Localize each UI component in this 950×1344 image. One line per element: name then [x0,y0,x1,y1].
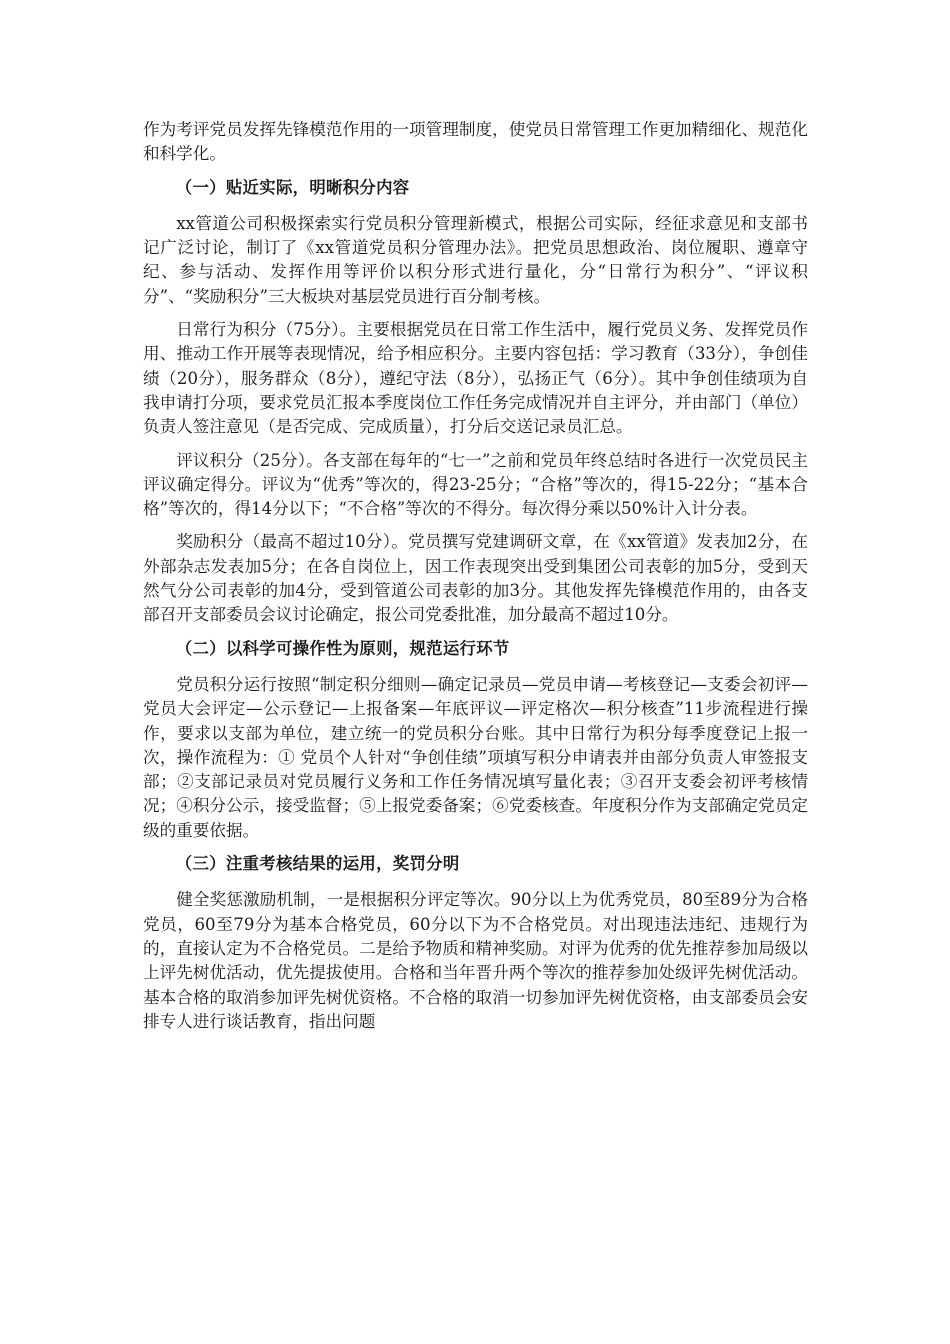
paragraph-intro-continuation: 作为考评党员发挥先锋模范作用的一项管理制度，使党员日常管理工作更加精细化、规范化和科学化。 [143,120,808,164]
paragraph-operation-process: 党员积分运行按照“制定积分细则—确定记录员—党员申请—考核登记—支委会初评—党员大会评定—公示登记—上报备案—年底评议—评定格次—积分核查”11步流程进行操作，要求以支部为单位，建立统一的党员积分台账。其中日常行为积分每季度登记上报一次，操作流程为：① 党员个人针对“争创佳绩”项填写积分申请表并由部分负责人审签报支部；②支部记录员对党员履行义务和工作任务情况填写量化表；③召开支委会初评考核情况；④积分公示，接受监督；⑤上报党委备案；⑥党委核查。年度积分作为支部确定党员定级的重要依据。 [143,674,808,840]
paragraph-reward-punishment: 健全奖惩激励机制，一是根据积分评定等次。90分以上为优秀党员，80至89分为合格党员，60至79分为基本合格党员，60分以下为不合格党员。对出现违法违纪、违规行为的，直接认定为不合格党员。二是给予物质和精神奖励。对评为优秀的优先推荐参加局级以上评先树优活动，优先提拔使用。合格和当年晋升两个等次的推荐参加处级评先树优活动。基本合格的取消参加评先树优资格。不合格的取消一切参加评先树优资格，由支部委员会安排专人进行谈话教育，指出问题 [143,890,808,1031]
section-heading-2: （二）以科学可操作性为原则，规范运行环节 [175,638,510,658]
paragraph-points-system-overview: xx管道公司积极探索实行党员积分管理新模式，根据公司实际，经征求意见和支部书记广泛讨论，制订了《xx管道党员积分管理办法》。把党员思想政治、岗位履职、遵章守纪、参与活动、发挥作用等评价以积分形式进行量化，分“日常行为积分”、“评议积分”、“奖励积分”三大板块对基层党员进行百分制考核。 [143,213,808,306]
section-heading-1: （一）贴近实际，明晰积分内容 [175,177,410,197]
document-body [143,118,808,1043]
section-heading-3: （三）注重考核结果的运用，奖罚分明 [175,854,460,874]
paragraph-daily-behavior-points: 日常行为积分（75分）。主要根据党员在日常工作生活中，履行党员义务、发挥党员作用、推动工作开展等表现情况，给予相应积分。主要内容包括：学习教育（33分），争创佳绩（20分），服务群众（8分），遵纪守法（8分），弘扬正气（6分）。其中争创佳绩项为自我申请打分项，要求党员汇报本季度岗位工作任务完成情况并自主评分，并由部门（单位）负责人签注意见（是否完成、完成质量），打分后交送记录员汇总。 [143,320,808,437]
paragraph-reward-points: 奖励积分（最高不超过10分）。党员撰写党建调研文章，在《xx管道》发表加2分，在外部杂志发表加5分；在各自岗位上，因工作表现突出受到集团公司表彰的加5分，受到天然气分公司表彰的加4分，受到管道公司表彰的加3分。其他发挥先锋模范作用的，由各支部召开支部委员会议讨论确定，报公司党委批准，加分最高不超过10分。 [143,532,808,625]
paragraph-evaluation-points: 评议积分（25分）。各支部在每年的“七一”之前和党员年终总结时各进行一次党员民主评议确定得分。评议为“优秀”等次的，得23-25分；“合格”等次的，得15-22分；“基本合格”等次的，得14分以下；“不合格”等次的不得分。每次得分乘以50%计入计分表。 [143,450,808,519]
